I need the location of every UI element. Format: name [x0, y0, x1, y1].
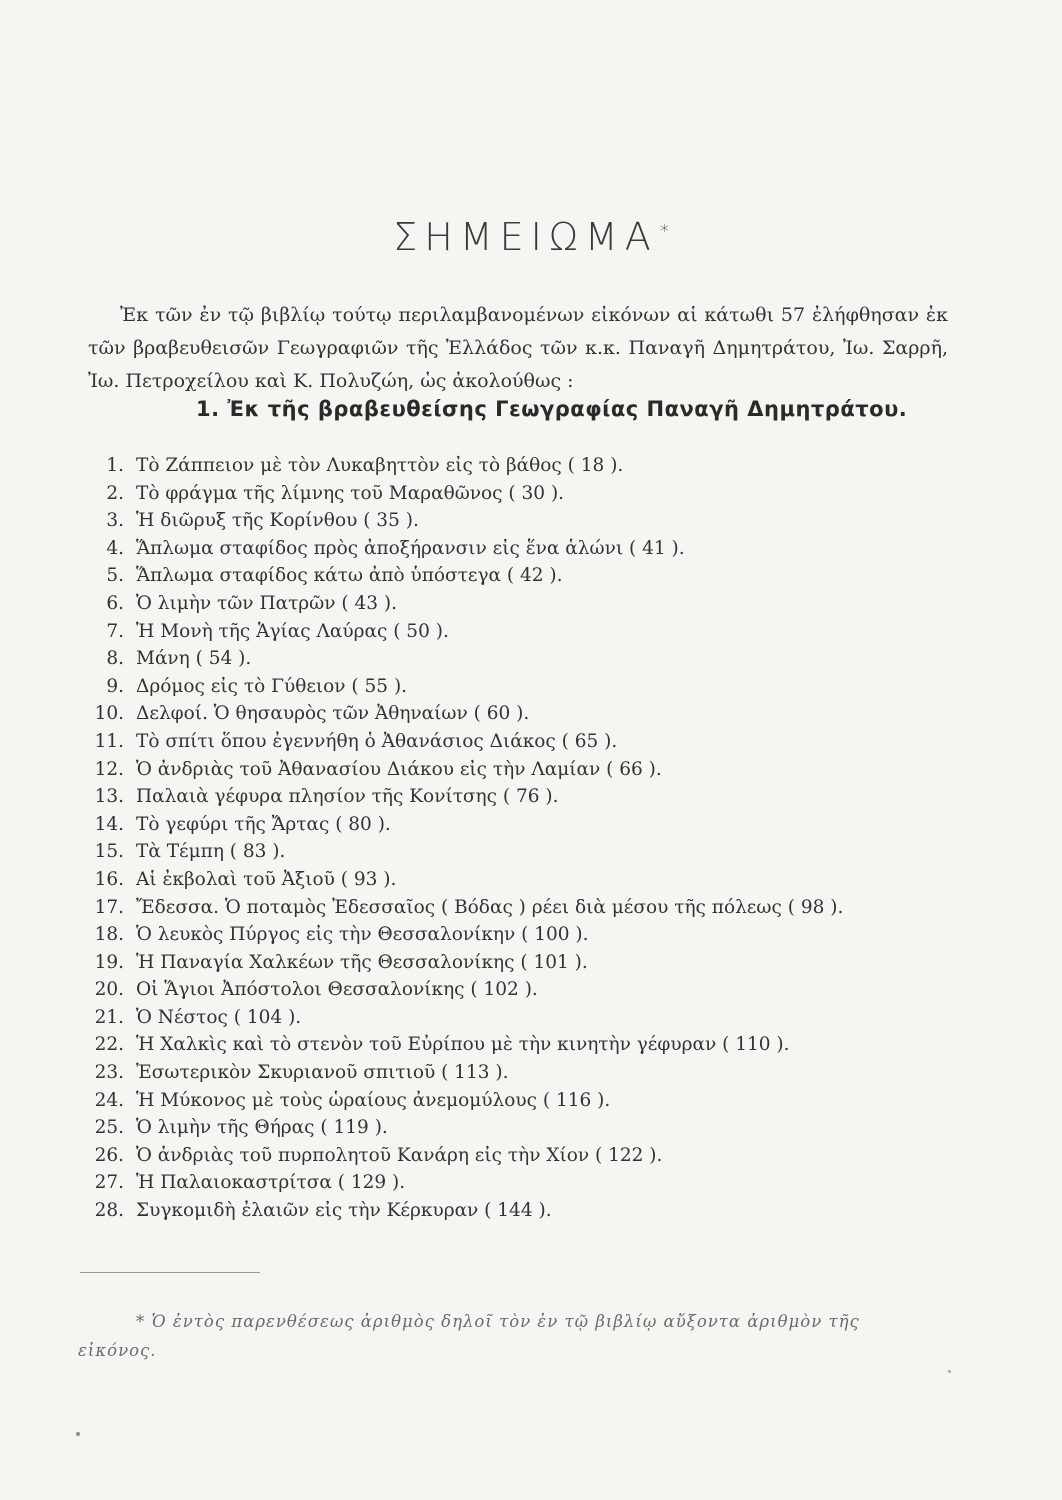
list-item-text: Αἱ ἐκβολαὶ τοῦ Ἀξιοῦ ( 93 ). [136, 868, 397, 890]
list-item-number: 10. [94, 703, 124, 725]
list-item-text: Δρόμος εἰς τὸ Γύθειον ( 55 ). [136, 675, 408, 697]
list-item [74, 949, 974, 977]
list-item-text: Οἱ Ἅγιοι Ἀπόστολοι Θεσσαλονίκης ( 102 ). [136, 979, 538, 1001]
list-item [74, 480, 974, 508]
list-item-number: 13. [94, 786, 124, 808]
list-item [74, 894, 974, 922]
list-item [74, 618, 974, 646]
list-item [74, 700, 974, 728]
list-item-number: 16. [94, 868, 124, 890]
list-item-text: Συγκομιδὴ ἐλαιῶν εἰς τὴν Κέρκυραν ( 144 ). [136, 1200, 552, 1222]
list-item-text: Ἡ Μύκονος μὲ τοὺς ὡραίους ἀνεμομύλους ( 116 ). [136, 1089, 611, 1111]
list-item [74, 535, 974, 563]
list-item [74, 1142, 974, 1170]
list-item-text: Ὁ λιμὴν τῆς Θήρας ( 119 ). [136, 1117, 388, 1139]
list-item-text: Μάνη ( 54 ). [136, 648, 252, 670]
list-item [74, 838, 974, 866]
list-item-text: Ὁ Νέστος ( 104 ). [136, 1006, 302, 1028]
section-heading: 1. Ἐκ τῆς βραβευθείσης Γεωγραφίας Παναγῆ Δημητράτου. [196, 397, 908, 421]
list-item [74, 976, 974, 1004]
list-item-number: 23. [94, 1062, 124, 1084]
list-item-number: 3. [106, 510, 124, 532]
list-item-number: 9. [106, 675, 124, 697]
list-item-text: Ἅπλωμα σταφίδος κάτω ἀπὸ ὑπόστεγα ( 42 ). [136, 565, 563, 587]
list-item [74, 1087, 974, 1115]
list-item-number: 5. [106, 565, 124, 587]
list-item-text: Τὸ Ζάππειον μὲ τὸν Λυκαβηττὸν εἰς τὸ βάθος ( 18 ). [136, 455, 624, 476]
list-item-number: 28. [94, 1200, 124, 1222]
list-item-text: Παλαιὰ γέφυρα πλησίον τῆς Κονίτσης ( 76 ). [136, 786, 559, 808]
list-item [74, 507, 974, 535]
list-item [74, 562, 974, 590]
list-item-text: Τὸ σπίτι ὅπου ἐγεννήθη ὁ Ἀθανάσιος Διάκος ( 65 ). [136, 730, 618, 752]
list-item-text: Ὁ ἀνδριὰς τοῦ Ἀθανασίου Διάκου εἰς τὴν Λαμίαν ( 66 ). [136, 758, 662, 780]
list-item-number: 19. [94, 951, 124, 973]
list-item [74, 811, 974, 839]
list-item-text: Ἅπλωμα σταφίδος πρὸς ἀποξήρανσιν εἰς ἕνα ἁλώνι ( 41 ). [136, 537, 685, 559]
list-item-text: Ἔδεσσα. Ὁ ποταμὸς Ἐδεσσαῖος ( Βόδας ) ρέει διὰ μέσου τῆς πόλεως ( 98 ). [136, 896, 844, 918]
list-item-number: 2. [106, 482, 124, 504]
list-item-text: Ὁ λευκὸς Πύργος εἰς τὴν Θεσσαλονίκην ( 100 ). [136, 924, 589, 946]
list-item-number: 7. [106, 620, 124, 642]
list-item-number: 1. [106, 455, 124, 476]
list-item-number: 22. [94, 1034, 124, 1056]
list-item-text: Ἐσωτερικὸν Σκυριανοῦ σπιτιοῦ ( 113 ). [136, 1062, 509, 1084]
list-item-number: 4. [106, 537, 124, 559]
list-item [74, 921, 974, 949]
title-footnote-mark: * [659, 220, 669, 242]
list-item [74, 645, 974, 673]
list-item [74, 866, 974, 894]
image-list [74, 452, 974, 1225]
list-item-number: 14. [94, 813, 124, 835]
list-item [74, 728, 974, 756]
list-item-text: Ἡ Παλαιοκαστρίτσα ( 129 ). [136, 1172, 406, 1194]
list-item-text: Ὁ λιμὴν τῶν Πατρῶν ( 43 ). [136, 592, 398, 614]
list-item [74, 452, 974, 480]
list-item-number: 15. [94, 841, 124, 863]
list-item-text: Τὰ Τέμπη ( 83 ). [136, 841, 286, 863]
intro-paragraph: Ἐκ τῶν ἐν τῷ βιβλίῳ τούτῳ περιλαμβανομένων εἰκόνων αἱ κάτωθι 57 ἐλήφθησαν ἐκ τῶν βραβευθεισῶν Γεωγραφιῶν τῆς Ἑλλάδος τῶν κ.κ. Παναγῆ Δημητράτου, Ἰω. Σαρρῆ, Ἰω. Πετροχείλου καὶ Κ. Πολυζώη, ὡς ἀκολούθως : [88, 304, 948, 392]
paper-speck [76, 1432, 80, 1436]
footnote: * Ὁ ἐντὸς παρενθέσεως ἀριθμὸς δηλοῖ τὸν ἐν τῷ βιβλίῳ αὔξοντα ἀριθμὸν τῆς εἰκόνος. [78, 1311, 860, 1360]
list-item-text: Ἡ Χαλκὶς καὶ τὸ στενὸν τοῦ Εὐρίπου μὲ τὴν κινητὴν γέφυραν ( 110 ). [136, 1034, 790, 1056]
list-item-number: 11. [94, 730, 124, 752]
list-item-number: 17. [94, 896, 124, 918]
paper-speck [948, 1370, 951, 1373]
page-title-text: ΣΗΜΕΙΩΜΑ [393, 215, 658, 260]
list-item-text: Τὸ γεφύρι τῆς Ἄρτας ( 80 ). [136, 813, 391, 835]
list-item-number: 6. [106, 592, 124, 614]
list-item-number: 24. [94, 1089, 124, 1111]
list-item [74, 1004, 974, 1032]
list-item-number: 25. [94, 1117, 124, 1139]
list-item [74, 1197, 974, 1225]
list-item-text: Ἡ Παναγία Χαλκέων τῆς Θεσσαλονίκης ( 101 ). [136, 951, 588, 973]
list-item [74, 673, 974, 701]
list-item-text: Ἡ διῶρυξ τῆς Κορίνθου ( 35 ). [136, 510, 419, 532]
list-item [74, 1114, 974, 1142]
list-item [74, 783, 974, 811]
list-item [74, 1031, 974, 1059]
list-item [74, 756, 974, 784]
list-item [74, 1169, 974, 1197]
page-title [0, 215, 1062, 259]
list-item [74, 590, 974, 618]
list-item-text: Τὸ φράγμα τῆς λίμνης τοῦ Μαραθῶνος ( 30 ). [136, 482, 565, 504]
list-item-number: 21. [94, 1006, 124, 1028]
list-item-number: 8. [106, 648, 124, 670]
list-item [74, 1059, 974, 1087]
list-item-number: 27. [94, 1172, 124, 1194]
list-item-number: 12. [94, 758, 124, 780]
list-item-number: 18. [94, 924, 124, 946]
list-item-text: Ἡ Μονὴ τῆς Ἁγίας Λαύρας ( 50 ). [136, 620, 449, 642]
list-item-number: 20. [94, 979, 124, 1001]
list-item-number: 26. [94, 1144, 124, 1166]
list-item-text: Ὁ ἀνδριὰς τοῦ πυρπολητοῦ Κανάρη εἰς τὴν Χίον ( 122 ). [136, 1144, 663, 1166]
list-item-text: Δελφοί. Ὁ θησαυρὸς τῶν Ἀθηναίων ( 60 ). [136, 703, 530, 725]
footnote-divider [80, 1272, 260, 1273]
